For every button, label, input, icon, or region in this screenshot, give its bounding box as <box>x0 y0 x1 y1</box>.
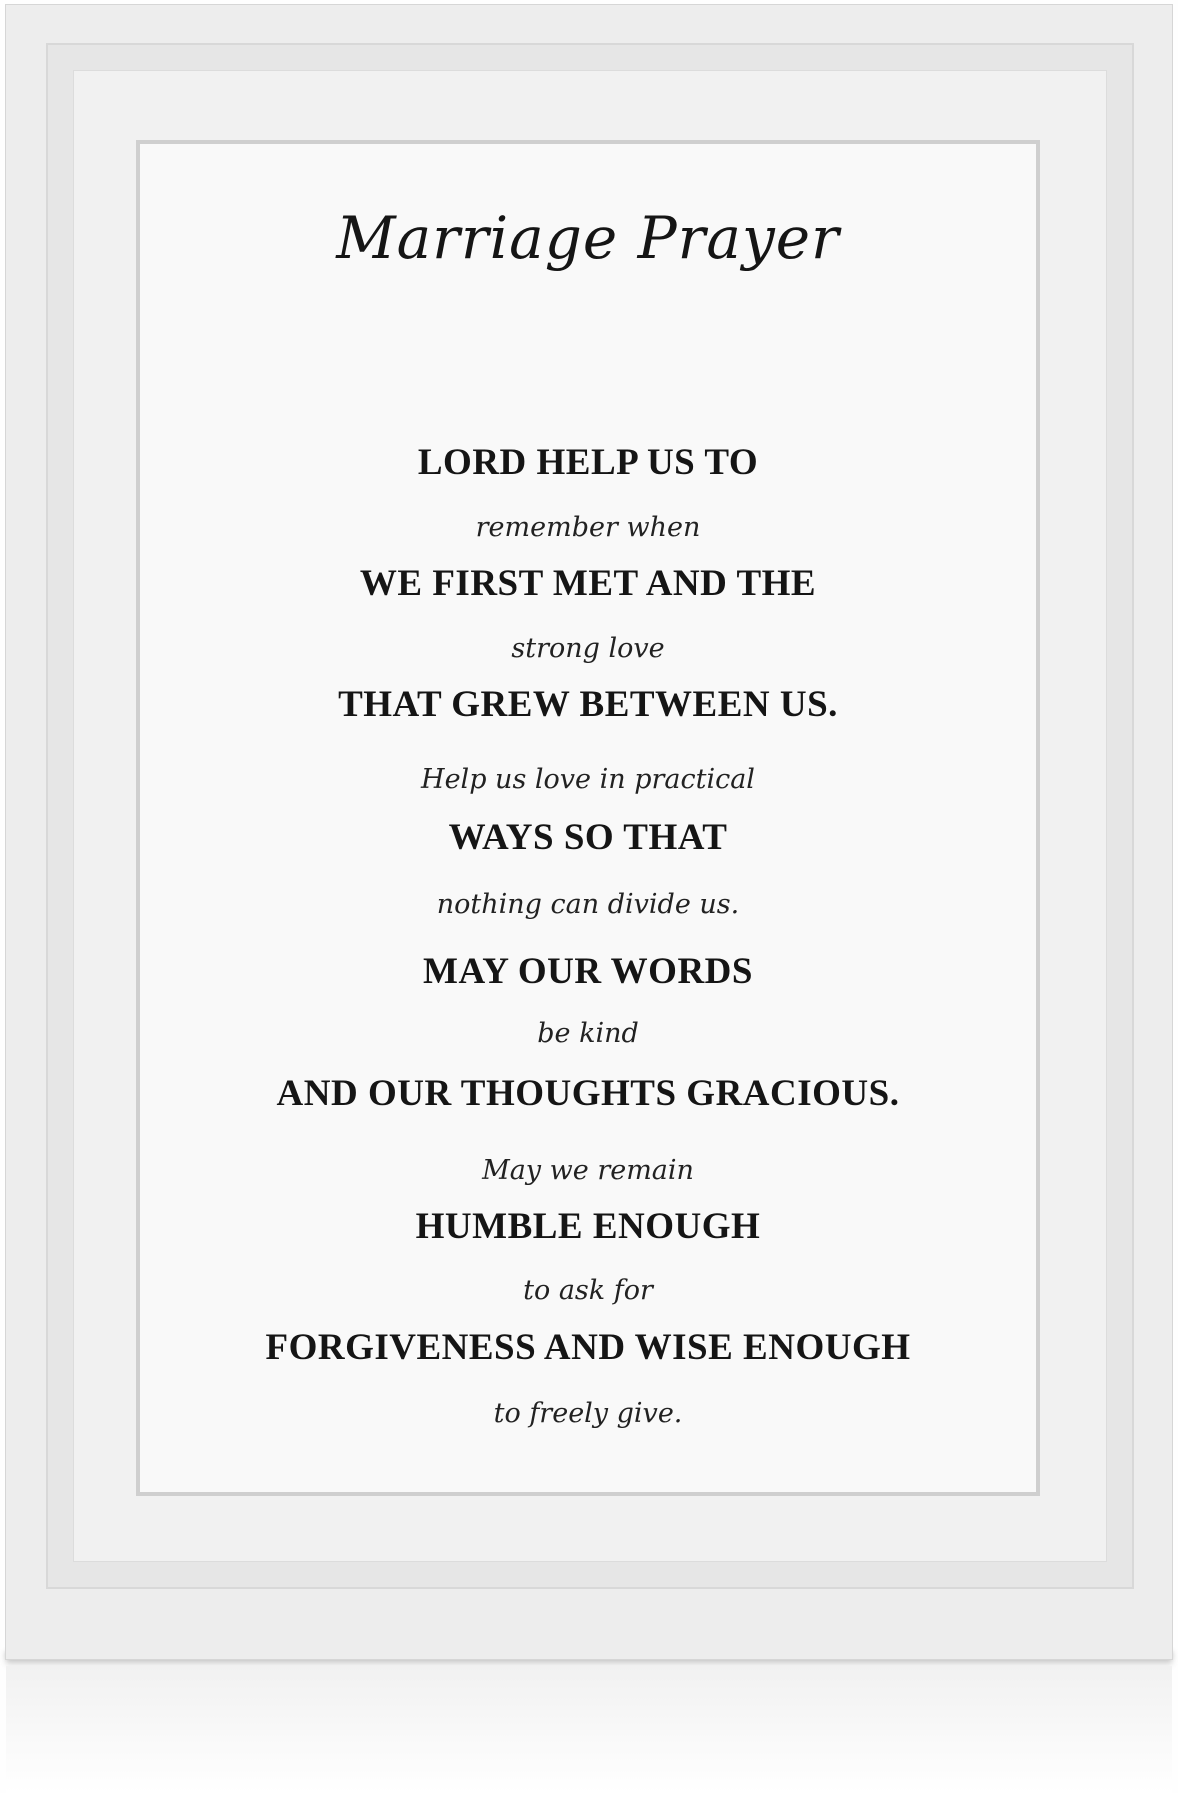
prayer-line: LORD HELP US TO <box>417 442 759 483</box>
print-title: Marriage Prayer <box>336 204 840 272</box>
prayer-line: be kind <box>537 1018 639 1049</box>
prayer-line: FORGIVENESS AND WISE ENOUGH <box>265 1327 911 1368</box>
prayer-line: WE FIRST MET AND THE <box>359 563 817 604</box>
prayer-line: remember when <box>475 512 701 543</box>
prayer-line: WAYS SO THAT <box>448 817 728 858</box>
prayer-line: nothing can divide us. <box>436 889 740 920</box>
frame-reflection <box>6 1666 1172 1793</box>
prayer-line: to freely give. <box>493 1398 683 1429</box>
prayer-line: to ask for <box>523 1275 653 1306</box>
prayer-line: AND OUR THOUGHTS GRACIOUS. <box>276 1073 900 1114</box>
prayer-line: May we remain <box>482 1155 694 1186</box>
prayer-line: THAT GREW BETWEEN US. <box>338 684 838 725</box>
prayer-line: MAY OUR WORDS <box>423 951 753 992</box>
prayer-line: Help us love in practical <box>421 764 755 795</box>
prayer-line: strong love <box>511 633 665 664</box>
prayer-print <box>136 140 1040 1496</box>
prayer-line: HUMBLE ENOUGH <box>415 1206 761 1247</box>
